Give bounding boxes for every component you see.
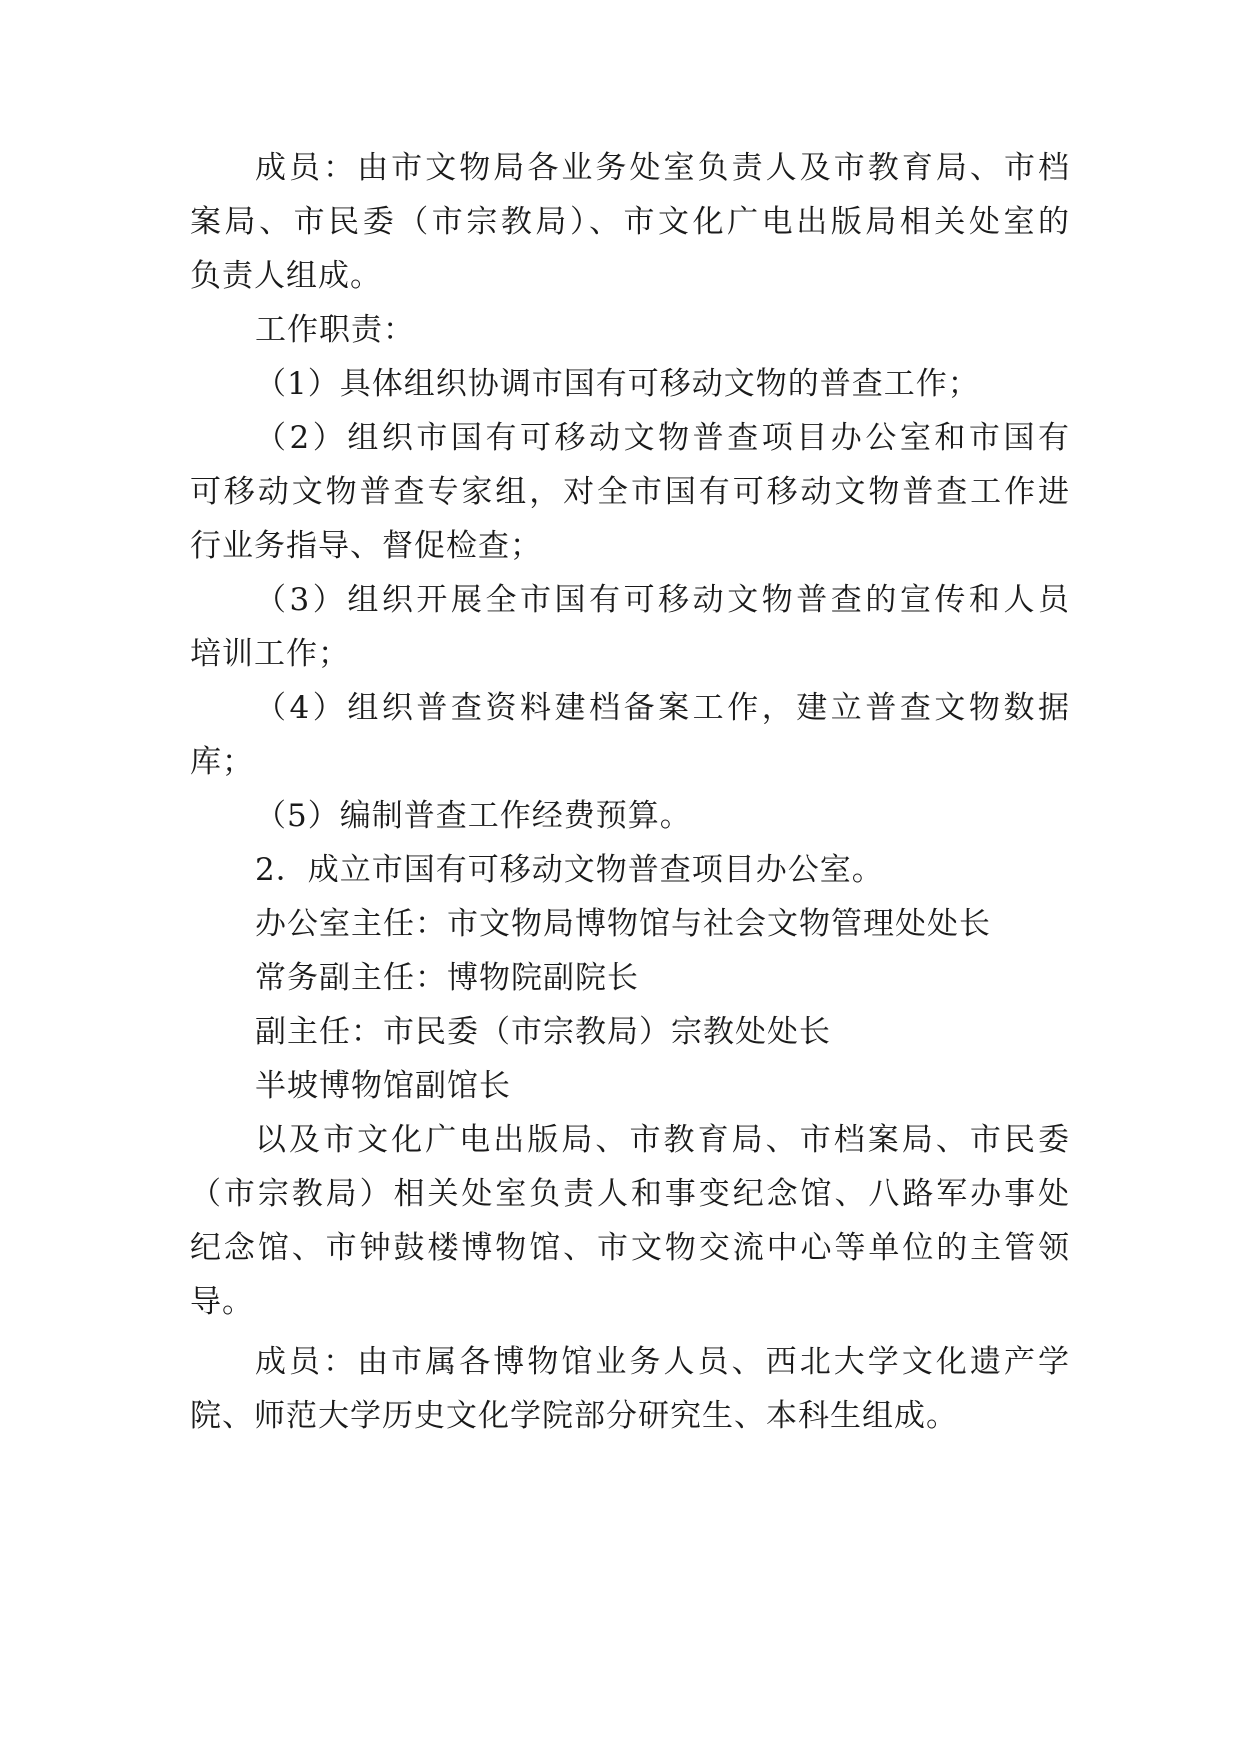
text-line: 导。 [190,1284,254,1320]
text-line: （3）组织开展全市国有可移动文物普查的宣传和人员 [255,582,1070,618]
text-line: 办公室主任：市文物局博物馆与社会文物管理处处长 [255,906,991,942]
text-line: 负责人组成。 [190,258,382,294]
text-line: 副主任：市民委（市宗教局）宗教处处长 [255,1014,831,1050]
text-line: 纪念馆、市钟鼓楼博物馆、市文物交流中心等单位的主管领 [190,1230,1070,1266]
text-line: （市宗教局）相关处室负责人和事变纪念馆、八路军办事处 [190,1176,1070,1212]
text-line: 工作职责： [255,312,415,348]
text-line: 成员：由市属各博物馆业务人员、西北大学文化遗产学 [255,1344,1070,1380]
text-line: 院、师范大学历史文化学院部分研究生、本科生组成。 [190,1398,958,1434]
text-line: 行业务指导、督促检查； [190,528,542,564]
text-line: 半坡博物馆副馆长 [255,1068,511,1104]
text-line: （2）组织市国有可移动文物普查项目办公室和市国有 [255,420,1070,456]
text-line: 可移动文物普查专家组，对全市国有可移动文物普查工作进 [190,474,1070,510]
text-line: 库； [190,744,254,780]
text-line: 成员：由市文物局各业务处室负责人及市教育局、市档 [255,150,1070,186]
section-heading: 2．成立市国有可移动文物普查项目办公室。 [255,852,884,888]
text-line: 常务副主任：博物院副院长 [255,960,639,996]
text-line: （1）具体组织协调市国有可移动文物的普查工作； [255,366,980,402]
text-line: 案局、市民委（市宗教局）、市文化广电出版局相关处室的 [190,204,1070,240]
text-line: 培训工作； [190,636,350,672]
text-line: （5）编制普查工作经费预算。 [255,798,692,834]
text-line: （4）组织普查资料建档备案工作，建立普查文物数据 [255,690,1070,726]
text-line: 以及市文化广电出版局、市教育局、市档案局、市民委 [255,1122,1070,1158]
